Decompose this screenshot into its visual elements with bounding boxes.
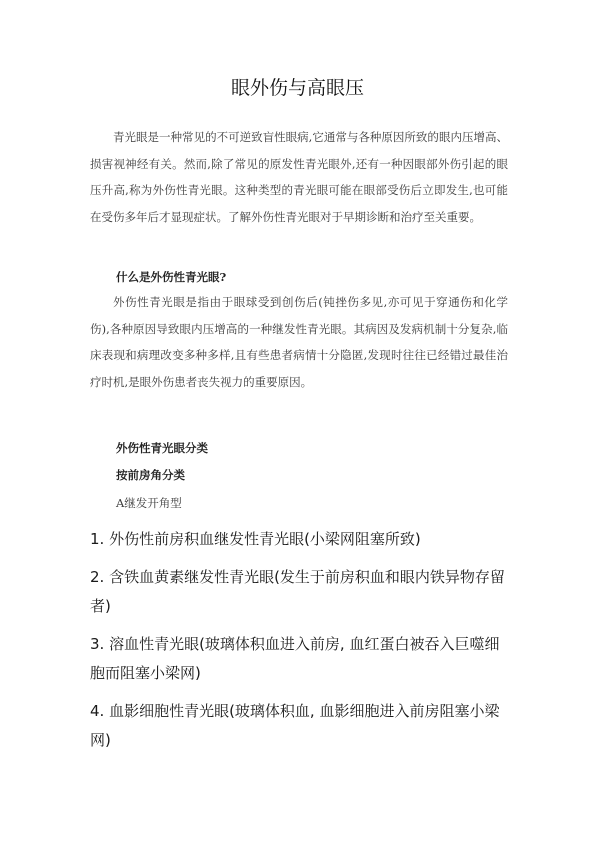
section-heading-what-is: 什么是外伤性青光眼? bbox=[116, 270, 227, 284]
list-item: 1. 外伤性前房积血继发性青光眼(小梁网阻塞所致) bbox=[90, 530, 421, 548]
list-item: 3. 溶血性青光眼(玻璃体积血进入前房, 血红蛋白被吞入巨噬细胞而阻塞小梁网) bbox=[90, 635, 500, 682]
list-item: 2. 含铁血黄素继发性青光眼(发生于前房积血和眼内铁异物存留者) bbox=[90, 568, 505, 615]
section-heading-anterior-angle: 按前房角分类 bbox=[116, 468, 185, 482]
subheading-open-angle: A继发开角型 bbox=[116, 496, 182, 510]
classification-list bbox=[90, 525, 510, 764]
intro-paragraph: 青光眼是一种常见的不可逆致盲性眼病,它通常与各种原因所致的眼内压增高、损害视神经有关。然而,除了常见的原发性青光眼外,还有一种因眼部外伤引起的眼压升高,称为外伤性青光眼。这种类型的青光眼可能在眼部受伤后立即发生,也可能在受伤多年后才显现症状。了解外伤性青光眼对于早期诊断和治疗至关重要。 bbox=[90, 130, 508, 224]
definition-paragraph: 外伤性青光眼是指由于眼球受到创伤后(钝挫伤多见,亦可见于穿通伤和化学伤),各种原因导致眼内压增高的一种继发性青光眼。其病因及发病机制十分复杂,临床表现和病理改变多种多样,且有些患者病情十分隐匿,发现时往往已经错过最佳治疗时机,是眼外伤患者丧失视力的重要原因。 bbox=[90, 295, 508, 389]
page-title: 眼外伤与高眼压 bbox=[230, 77, 364, 99]
section-heading-classification: 外伤性青光眼分类 bbox=[116, 441, 208, 455]
list-item: 4. 血影细胞性青光眼(玻璃体积血, 血影细胞进入前房阻塞小梁网) bbox=[90, 702, 500, 749]
